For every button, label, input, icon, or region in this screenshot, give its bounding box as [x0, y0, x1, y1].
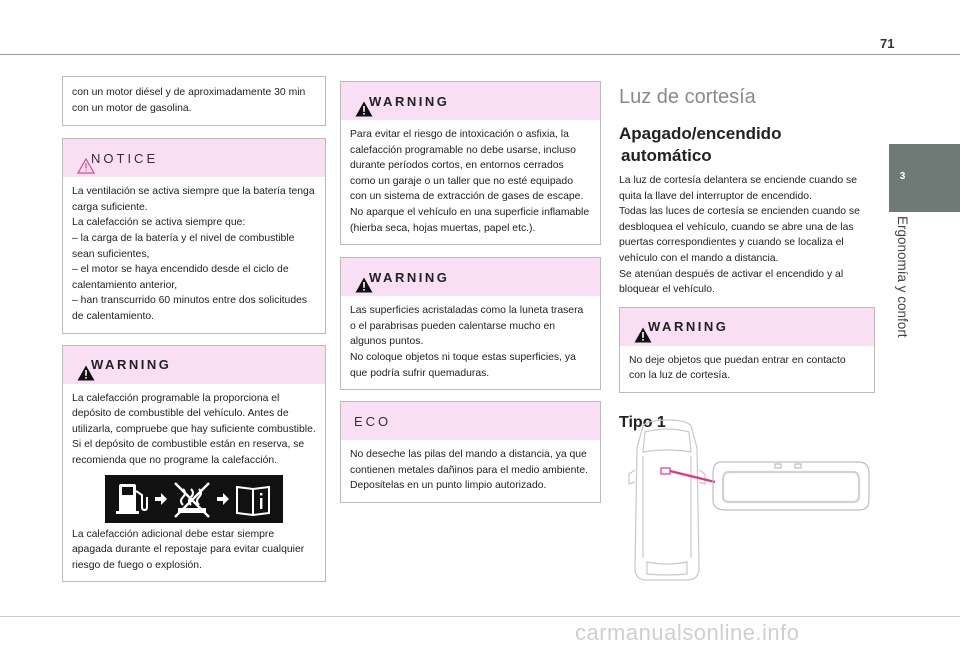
footer-divider	[0, 616, 960, 617]
notice-body	[63, 177, 325, 332]
chapter-number: 3	[899, 171, 906, 182]
warning-body	[341, 120, 600, 244]
warning-body	[63, 384, 325, 582]
courtesy-lamp	[713, 462, 869, 510]
warning-text: La calefacción programable la proporciona el depósito de combustible del vehículo. Antes de utilizarla, compruebe que hay suficiente combustible. Si el depósito de combustible están en reserva, se recomienda que no programe la calefacción.	[72, 392, 316, 466]
description-line: Todas las luces de cortesía se encienden cuando se desbloquea el vehículo, cuando se abre una de las puertas correspondientes y cuando se localiza el vehículo con el mando a distancia.	[619, 206, 860, 264]
notice-header	[63, 139, 325, 177]
warning-line: No coloque objetos ni toque estas superficies, ya que podría sufrir quemaduras.	[350, 351, 576, 379]
chapter-title	[890, 216, 912, 376]
warning-box-glass	[340, 257, 601, 390]
notice-line: – el motor se haya encendido desde el ciclo de calentamiento anterior,	[72, 264, 289, 291]
warning-text: No deje objetos que puedan entrar en contacto con la luz de cortesía.	[629, 354, 846, 382]
column-2	[340, 81, 601, 503]
arrow-right-icon	[217, 493, 229, 505]
warning-body	[620, 346, 874, 392]
warning-after-text: La calefacción adicional debe estar siempre apagada durante el repostaje para evitar cualquier riesgo de fuego o explosión.	[72, 528, 305, 571]
description-line: La luz de cortesía delantera se enciende cuando se quita la llave del interruptor de encendido.	[619, 175, 857, 202]
warning-body	[341, 296, 600, 389]
notice-line: – la carga de la batería y el nivel de combustible sean suficientes,	[72, 232, 295, 260]
warning-heading: WARNING	[91, 357, 172, 373]
chapter-tab[interactable]	[889, 144, 960, 212]
type-heading: Tipo 1	[619, 413, 666, 431]
chapter-title-text: Ergonomía y confort	[895, 216, 910, 338]
arrow-right-icon	[155, 493, 167, 505]
fuel-pump-icon	[116, 484, 147, 514]
eco-heading: ECO	[354, 413, 392, 429]
notice-line: La ventilación se activa siempre que la batería tenga carga suficiente.	[72, 186, 315, 213]
courtesy-light-illustration	[617, 418, 879, 584]
section-title: Luz de cortesía	[619, 86, 756, 108]
description-line: Se atenúan después de activar el encendido y al bloquear el vehículo.	[619, 268, 844, 296]
warning-box-fuel	[62, 345, 326, 583]
pictogram-strip	[105, 475, 283, 523]
column-1	[62, 76, 326, 582]
eco-box	[340, 401, 601, 503]
warning-heading: WARNING	[369, 93, 450, 109]
callout-line	[670, 471, 715, 482]
warning-line: Las superficies acristaladas como la luneta trasera o el parabrisas pueden calentarse mucho en algunos puntos.	[350, 305, 584, 348]
warning-header	[341, 82, 600, 120]
warning-header	[341, 258, 600, 296]
warning-line: No aparque el vehículo en una superficie inflamable (hierba seca, hojas muertas, papel etc.).	[350, 206, 590, 234]
warning-box-courtesy	[619, 307, 875, 393]
car-top-view	[629, 420, 705, 580]
eco-text: No deseche las pilas del mando a distancia, ya que contienen metales dañinos para el medio ambiente. Depositelas en un punto limpio autorizado.	[350, 449, 588, 492]
subsection-title-line1: Apagado/encendido	[619, 124, 782, 143]
warning-header	[63, 346, 325, 384]
warning-line: Para evitar el riesgo de intoxicación o asfixia, la calefacción programable no debe usarse, incluso durante períodos cortos, en entornos cerrados como un garaje o un taller que no esté equipado con un sistema de extracción de gases de escape.	[350, 129, 584, 203]
intro-text: con un motor diésel y de aproximadamente 30 min con un motor de gasolina.	[72, 87, 306, 114]
warning-heading: WARNING	[369, 269, 450, 285]
header-divider	[0, 54, 960, 55]
notice-line: La calefacción se activa siempre que:	[72, 217, 246, 229]
column-3	[619, 86, 877, 432]
eco-header	[341, 402, 600, 440]
notice-line: – han transcurrido 60 minutos entre dos solicitudes de calentamiento.	[72, 295, 308, 322]
manual-info-icon	[237, 487, 269, 515]
courtesy-light-description	[619, 173, 877, 298]
subsection-title-line2: automático	[621, 146, 712, 165]
page-number: 71	[880, 36, 895, 51]
notice-heading: NOTICE	[91, 150, 159, 166]
warning-heading: WARNING	[648, 319, 729, 335]
watermark: carmanualsonline.info	[575, 620, 800, 645]
warning-header	[620, 308, 874, 346]
notice-box	[62, 138, 326, 333]
no-heater-icon	[175, 483, 209, 517]
courtesy-light-marker	[661, 468, 670, 474]
eco-body	[341, 440, 600, 502]
warning-box-intoxication	[340, 81, 601, 245]
intro-box	[62, 76, 326, 126]
